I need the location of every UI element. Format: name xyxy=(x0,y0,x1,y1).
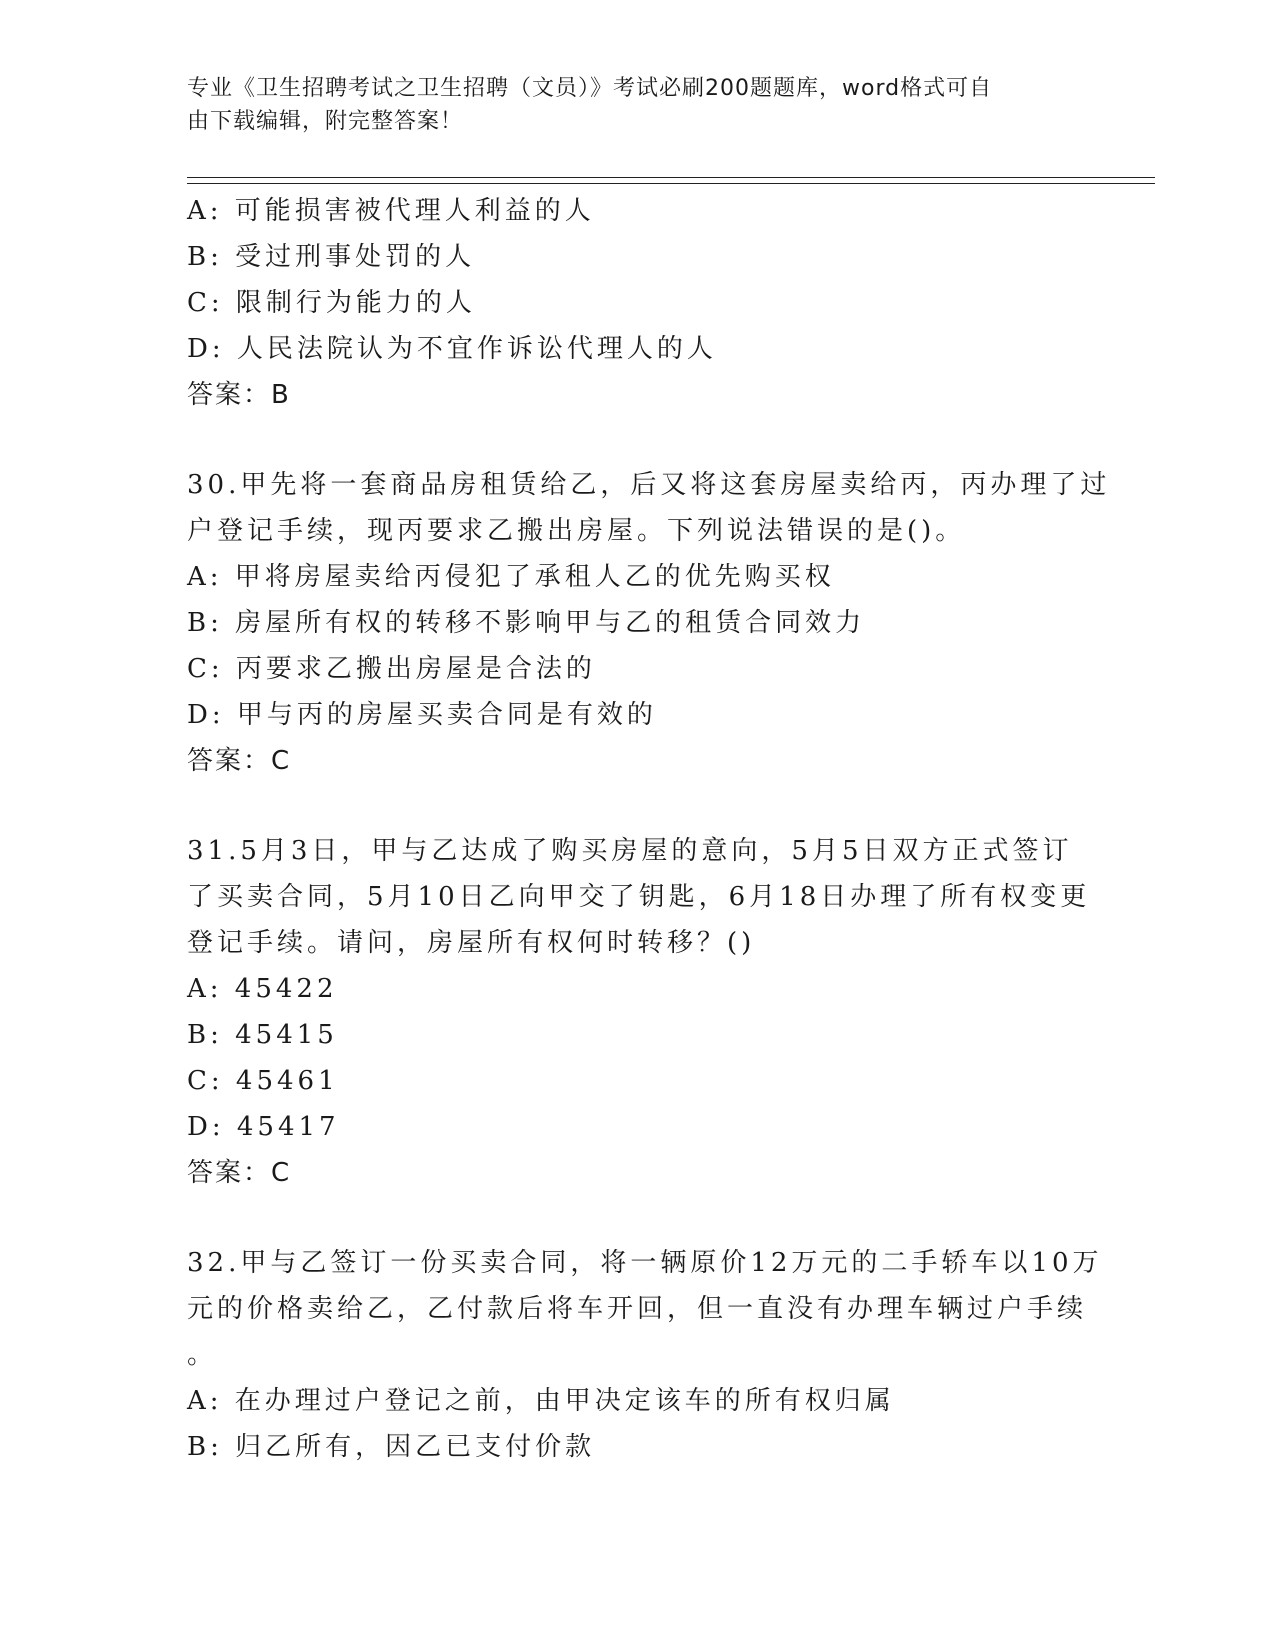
option-b: B: 受过刑事处罚的人 xyxy=(187,242,476,272)
option-c: C: 限制行为能力的人 xyxy=(187,288,476,318)
option-d: D: 人民法院认为不宜作诉讼代理人的人 xyxy=(187,334,717,364)
spacer xyxy=(187,418,1087,462)
option-b: B: 45415 xyxy=(187,1020,338,1050)
question-text: 32.甲与乙签订一份买卖合同，将一辆原价12万元的二手轿车以10万 xyxy=(187,1248,1103,1278)
spacer xyxy=(187,784,1087,828)
question-text: 。 xyxy=(187,1340,218,1370)
option-c: C: 丙要求乙搬出房屋是合法的 xyxy=(187,654,596,684)
answer-line: 答案：C xyxy=(187,1158,292,1188)
option-d: D: 45417 xyxy=(187,1112,340,1142)
question-text: 户登记手续，现丙要求乙搬出房屋。下列说法错误的是()。 xyxy=(187,516,966,546)
option-d: D: 甲与丙的房屋买卖合同是有效的 xyxy=(187,700,657,730)
option-a: A: 甲将房屋卖给丙侵犯了承租人乙的优先购买权 xyxy=(187,562,835,592)
header-divider xyxy=(187,177,1155,178)
answer-line: 答案：B xyxy=(187,380,291,410)
question-31-block xyxy=(187,828,1091,1196)
option-b: B: 归乙所有，因乙已支付价款 xyxy=(187,1432,596,1462)
header-divider xyxy=(187,183,1155,184)
option-c: C: 45461 xyxy=(187,1066,339,1096)
answer-line: 答案：C xyxy=(187,746,292,776)
document-header xyxy=(187,72,1067,138)
question-content xyxy=(187,188,1111,1470)
question-text: 了买卖合同，5月10日乙向甲交了钥匙，6月18日办理了所有权变更 xyxy=(187,882,1091,912)
option-a: A: 在办理过户登记之前，由甲决定该车的所有权归属 xyxy=(187,1386,895,1416)
option-a: A: 45422 xyxy=(187,974,338,1004)
header-line: 由下载编辑，附完整答案！ xyxy=(187,109,464,134)
question-text: 登记手续。请问，房屋所有权何时转移？() xyxy=(187,928,756,958)
question-32-block xyxy=(187,1240,1103,1470)
question-text: 31.5月3日，甲与乙达成了购买房屋的意向，5月5日双方正式签订 xyxy=(187,836,1073,866)
question-text: 元的价格卖给乙，乙付款后将车开回，但一直没有办理车辆过户手续 xyxy=(187,1294,1088,1324)
question-30-block xyxy=(187,462,1111,784)
option-b: B: 房屋所有权的转移不影响甲与乙的租赁合同效力 xyxy=(187,608,866,638)
question-text: 30.甲先将一套商品房租赁给乙，后又将这套房屋卖给丙，丙办理了过 xyxy=(187,470,1111,500)
spacer xyxy=(187,1196,1087,1240)
option-a: A: 可能损害被代理人利益的人 xyxy=(187,196,595,226)
header-line: 专业《卫生招聘考试之卫生招聘（文员）》考试必刷200题题库，word格式可自 xyxy=(187,76,993,101)
question-29-block xyxy=(187,188,1087,418)
